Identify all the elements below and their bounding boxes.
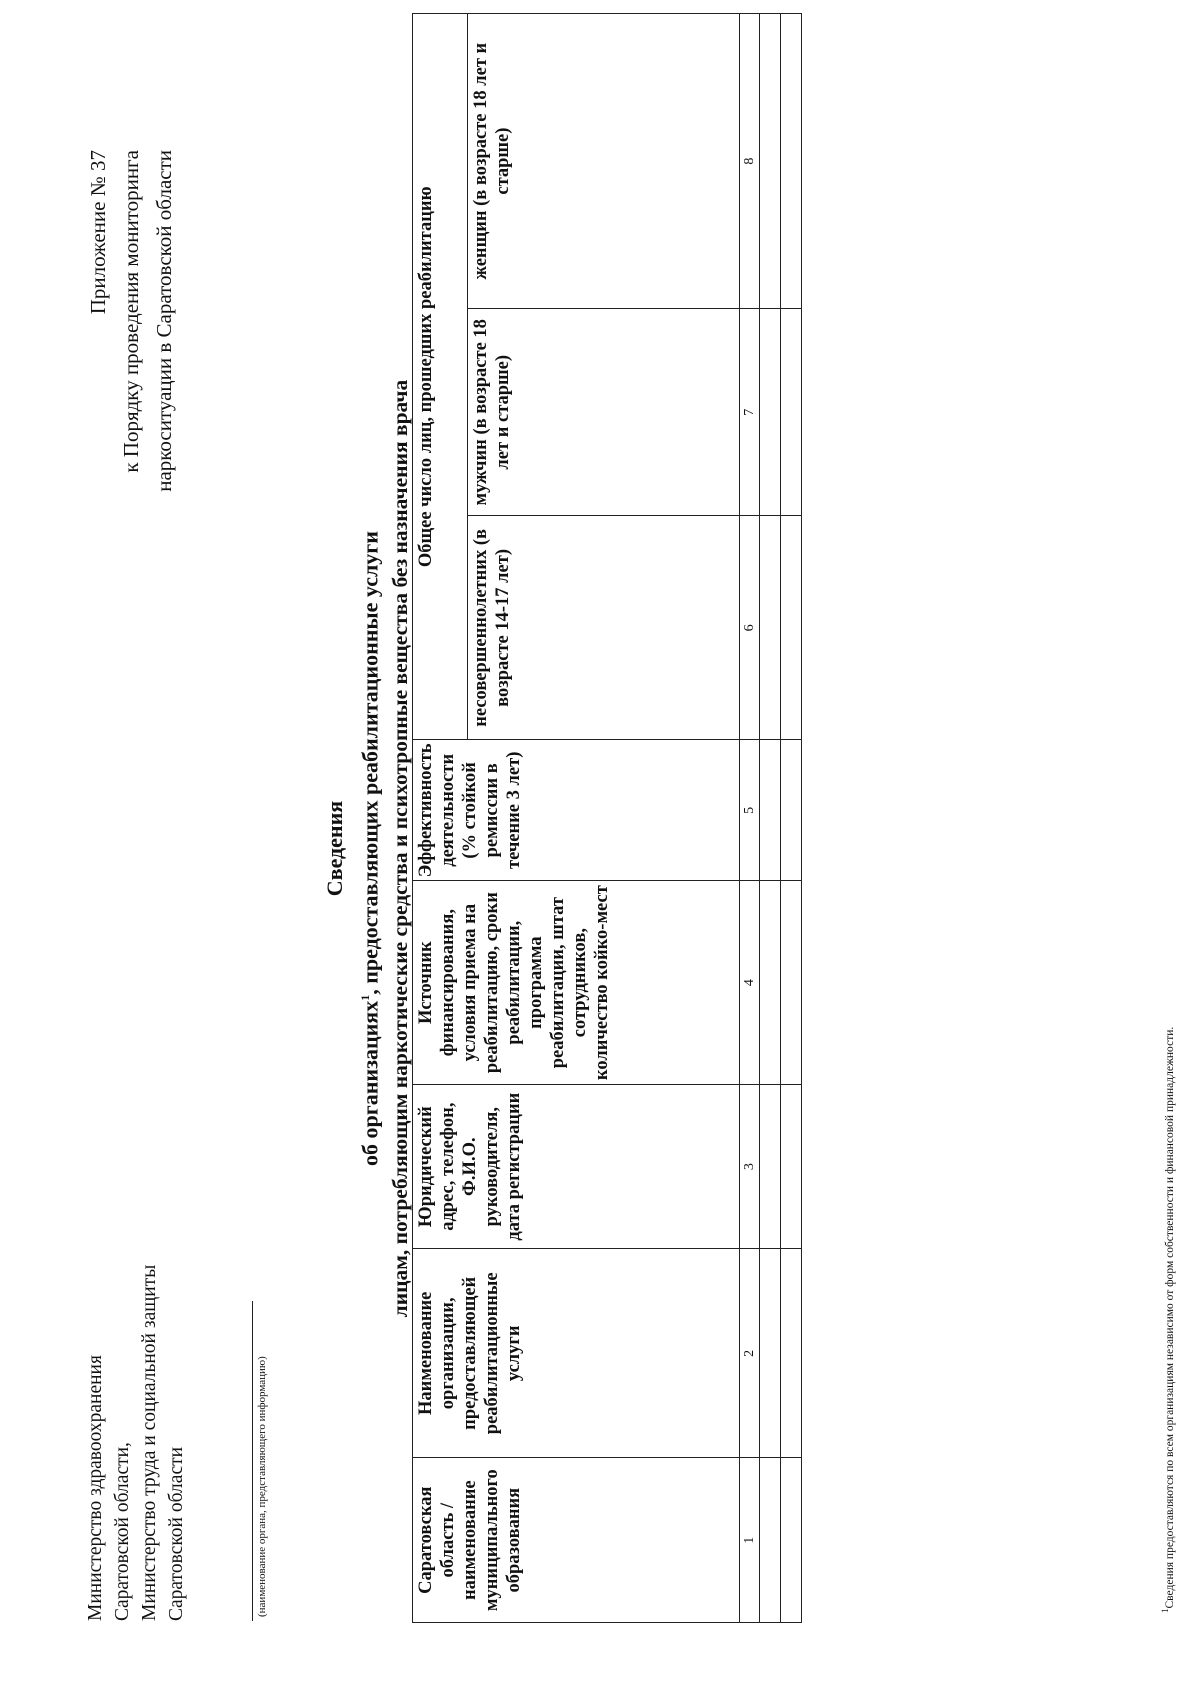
empty-cell — [760, 1085, 781, 1249]
empty-cell — [760, 309, 781, 516]
header-organization: Наименование организации, предоставляющей реабилитационные услуги — [413, 1249, 740, 1458]
appendix-line: Приложение № 37 — [86, 150, 110, 315]
header-address: Юридический адрес, телефон, Ф.И.О. руководителя, дата регистрации — [413, 1085, 740, 1249]
header-minors: несовершеннолетних (в возрасте 14-17 лет) — [468, 516, 740, 740]
footnote-text: Сведения предоставляются по всем организациям независимо от форм собственности и финансовой принадлежности. — [1163, 1026, 1176, 1609]
table-row — [781, 14, 802, 1623]
org-line: Министерство здравоохранения — [85, 1355, 106, 1621]
column-number: 7 — [740, 309, 760, 516]
column-number: 8 — [740, 14, 760, 309]
empty-cell — [781, 740, 802, 881]
org-line: Министерство труда и социальной защиты — [139, 1264, 160, 1621]
column-number: 6 — [740, 516, 760, 740]
column-number-row — [740, 14, 760, 1623]
header-women: женщин (в возрасте 18 лет и старше) — [468, 14, 740, 309]
footnote-mark: 1 — [1160, 1608, 1170, 1613]
signature-rule — [252, 1301, 253, 1621]
org-line: Саратовской области, — [112, 1442, 133, 1621]
footnote-marker: 1 — [358, 994, 372, 1001]
title-text-b: , предоставляющих реабилитационные услуги — [357, 531, 383, 995]
document-title — [320, 0, 415, 1697]
empty-cell — [760, 881, 781, 1085]
footnote — [1160, 1027, 1176, 1613]
header-financing: Источник финансирования, условия приема на реабилитацию, сроки реабилитации, программа реабилитации, штат сотрудников, количество койко-мест — [413, 881, 740, 1085]
table-header-row — [413, 14, 468, 1623]
header-men: мужчин (в возрасте 18 лет и старше) — [468, 309, 740, 516]
org-caption: (наименование органа, представляющего информацию) — [256, 1356, 268, 1617]
appendix-block — [82, 150, 181, 492]
empty-cell — [781, 881, 802, 1085]
column-number: 5 — [740, 740, 760, 881]
appendix-line: к Порядку проведения мониторинга — [119, 150, 143, 473]
title-text-a: об организациях — [357, 1000, 383, 1166]
title-heading: Сведения — [322, 800, 347, 897]
empty-cell — [760, 740, 781, 881]
empty-cell — [760, 1458, 781, 1623]
empty-cell — [781, 1249, 802, 1458]
org-line: Саратовской области — [166, 1446, 187, 1621]
empty-cell — [781, 1458, 802, 1623]
header-effectiveness: Эффективность деятельности (% стойкой ремиссии в течение 3 лет) — [413, 740, 740, 881]
empty-cell — [781, 1085, 802, 1249]
title-subheading — [350, 0, 385, 1697]
empty-cell — [781, 516, 802, 740]
column-number: 4 — [740, 881, 760, 1085]
rehabilitation-table — [412, 13, 802, 1623]
empty-cell — [760, 14, 781, 309]
header-group-rehabilitated: Общее число лиц, прошедших реабилитацию — [413, 14, 468, 740]
empty-cell — [781, 14, 802, 309]
header-municipality: Саратовская область / наименование муниципального образования — [413, 1458, 740, 1623]
empty-cell — [760, 1249, 781, 1458]
column-number: 3 — [740, 1085, 760, 1249]
column-number: 2 — [740, 1249, 760, 1458]
table-row — [760, 14, 781, 1623]
reporting-organization-block — [82, 1265, 190, 1621]
appendix-line: наркоситуации в Саратовской области — [152, 150, 176, 492]
empty-cell — [781, 309, 802, 516]
empty-cell — [760, 516, 781, 740]
column-number: 1 — [740, 1458, 760, 1623]
title-subheading-2: лицам, потребляющим наркотические средства и психотропные вещества без назначения врача — [388, 379, 413, 1318]
